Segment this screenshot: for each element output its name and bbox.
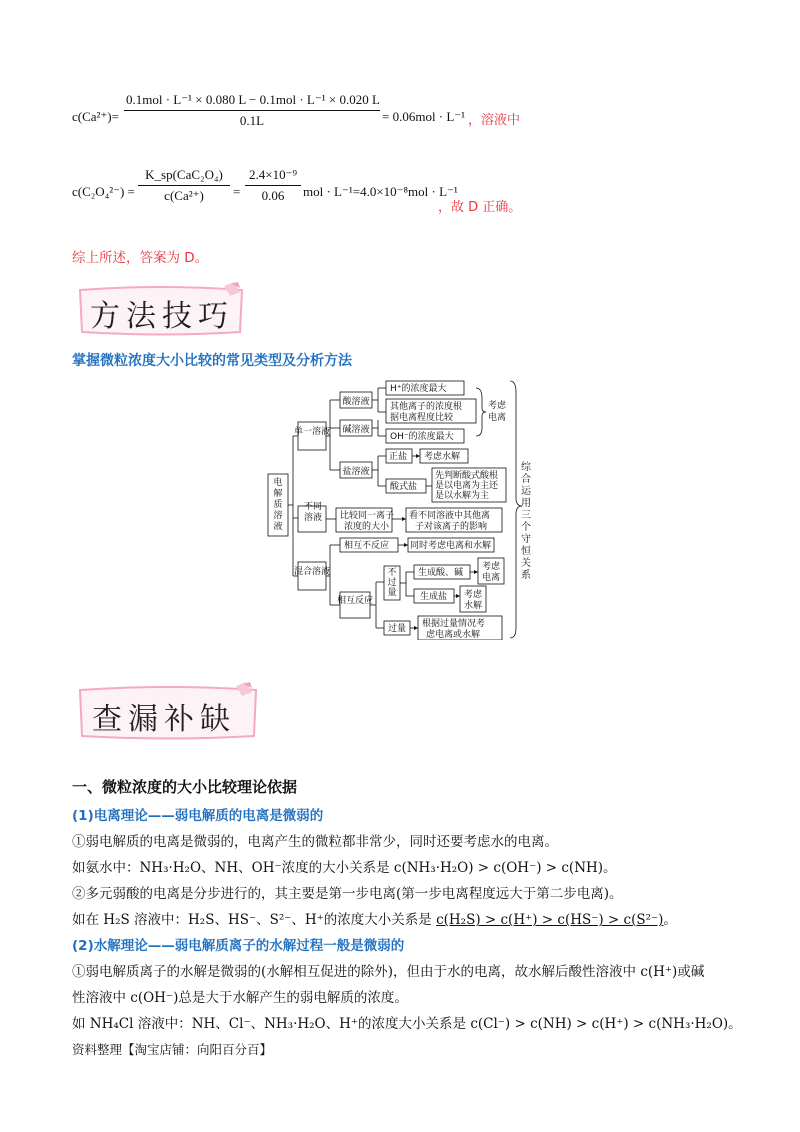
svg-text:是以电离为主还: 是以电离为主还 [435, 481, 499, 491]
svg-text:虑电离或水解: 虑电离或水解 [426, 630, 481, 640]
svg-text:相互反应: 相互反应 [336, 596, 374, 606]
svg-text:比较同一离子: 比较同一离子 [340, 511, 395, 521]
diagram-root-label: 电解质溶液 [273, 478, 283, 532]
section1-title: 一、微粒浓度的大小比较理论依据 [72, 778, 298, 796]
svg-text:过量: 过量 [388, 624, 407, 634]
svg-text:电离: 电离 [488, 413, 507, 423]
formula1-lhs: c(Ca²⁺)= [72, 109, 119, 124]
formula2-lhs: c(C₂O₄²⁻) = [72, 184, 135, 199]
svg-text:其他离子的浓度根: 其他离子的浓度根 [390, 402, 463, 412]
svg-text:水解: 水解 [464, 601, 483, 611]
svg-text:碱溶液: 碱溶液 [342, 425, 370, 435]
svg-text:考虑: 考虑 [464, 590, 483, 600]
svg-text:酸溶液: 酸溶液 [342, 397, 370, 407]
para-4: 如在 H₂S 溶液中：H₂S、HS⁻、S²⁻、H⁺的浓度大小关系是 c(H₂S) > c(H⁺) > c(HS⁻) > c(S²⁻)。 [72, 912, 677, 928]
formula2-ksp: K_sp(CaC₂O₄) [145, 167, 223, 182]
banner1-title: 方法技巧 [90, 299, 234, 334]
svg-text:生成盐: 生成盐 [420, 592, 448, 602]
sub2-title: (2)水解理论——弱电解质离子的水解过程一般是微弱的 [72, 938, 405, 954]
svg-text:子对该离子的影响: 子对该离子的影响 [415, 522, 488, 532]
svg-text:单一溶液: 单一溶液 [293, 427, 331, 437]
method-title: 掌握微粒浓度大小比较的常见类型及分析方法 [72, 353, 352, 369]
formula1-numerator: 0.1mol · L⁻¹ × 0.080 L − 0.1mol · L⁻¹ × 0.020 L [126, 92, 380, 107]
svg-text:同时考虑电离和水解: 同时考虑电离和水解 [410, 541, 492, 551]
formula1-denominator: 0.1L [239, 113, 265, 128]
svg-text:盐溶液: 盐溶液 [342, 467, 370, 477]
para-1: ①弱电解质的电离是微弱的，电离产生的微粒都非常少，同时还要考虑水的电离。 [72, 834, 558, 850]
h2s-order: c(H₂S) > c(H⁺) > c(HS⁻) > c(S²⁻) [436, 912, 664, 928]
formula2-fraction2: 2.4×10⁻⁹ 0.06 [245, 167, 301, 204]
para-3: ②多元弱酸的电离是分步进行的，其主要是第一步电离(第一步电离程度远大于第二步电离)。 [72, 886, 623, 902]
footer-note: 资料整理【淘宝店铺：向阳百分百】 [72, 1042, 273, 1057]
diagram-side-label: 综合运用三个守恒关系 [521, 462, 531, 581]
formula1-tail: ，溶液中 [468, 113, 521, 128]
para-6: 性溶液中 c(OH⁻)总是大于水解产生的弱电解质的浓度。 [72, 990, 408, 1006]
para-5: ①弱电解质离子的水解是微弱的(水解相互促进的除外)，但由于水的电离，故水解后酸性溶液中 c(H⁺)或碱 [72, 964, 705, 980]
svg-text:正盐: 正盐 [389, 452, 408, 462]
svg-text:看不同溶液中其他离: 看不同溶液中其他离 [409, 511, 491, 521]
svg-text:OH⁻的浓度最大: OH⁻的浓度最大 [390, 432, 454, 442]
diagram-diff-solution: 不同溶液 [303, 502, 322, 523]
banner2-title: 查漏补缺 [92, 702, 236, 737]
method-banner [74, 282, 250, 338]
formula2-tail: ，故 D 正确。 [438, 200, 522, 215]
svg-text:考虑水解: 考虑水解 [424, 452, 461, 462]
review-banner [74, 682, 264, 742]
svg-text:混合溶液: 混合溶液 [293, 567, 331, 577]
svg-text:酸式盐: 酸式盐 [390, 482, 418, 492]
formula1-rhs: = 0.06mol · L⁻¹ [382, 109, 466, 124]
para-2: 如氨水中：NH₃·H₂O、NH、OH⁻浓度的大小关系是 c(NH₃·H₂O) > c(OH⁻) > c(NH)。 [72, 860, 617, 876]
sub1-title: (1)电离理论——弱电解质的电离是微弱的 [72, 808, 324, 824]
diagram-not-excess: 不过量 [387, 568, 397, 598]
svg-text:先判断酸式酸根: 先判断酸式酸根 [435, 471, 499, 481]
svg-text:据电离程度比较: 据电离程度比较 [390, 413, 454, 423]
svg-text:考虑: 考虑 [482, 562, 501, 572]
svg-text:生成酸、碱: 生成酸、碱 [418, 568, 464, 578]
formula2-fraction1: K_sp(CaC₂O₄) c(Ca²⁺) [138, 167, 230, 204]
svg-text:相互不反应: 相互不反应 [344, 541, 390, 551]
formula2-rhs: mol · L⁻¹=4.0×10⁻⁸mol · L⁻¹ [303, 184, 458, 199]
svg-text:考虑: 考虑 [488, 401, 507, 411]
para-7: 如 NH₄Cl 溶液中：NH、Cl⁻、NH₃·H₂O、H⁺的浓度大小关系是 c(Cl⁻) > c(NH) > c(H⁺) > c(NH₃·H₂O)。 [72, 1016, 742, 1032]
formula1-fraction [124, 92, 380, 129]
svg-text:H⁺的浓度最大: H⁺的浓度最大 [390, 384, 447, 394]
svg-text:是以水解为主: 是以水解为主 [435, 491, 490, 501]
svg-text:根据过量情况考: 根据过量情况考 [422, 619, 486, 629]
svg-text:电离: 电离 [482, 573, 501, 583]
svg-text:浓度的大小: 浓度的大小 [344, 522, 390, 532]
conclusion: 综上所述，答案为 D。 [72, 250, 209, 266]
